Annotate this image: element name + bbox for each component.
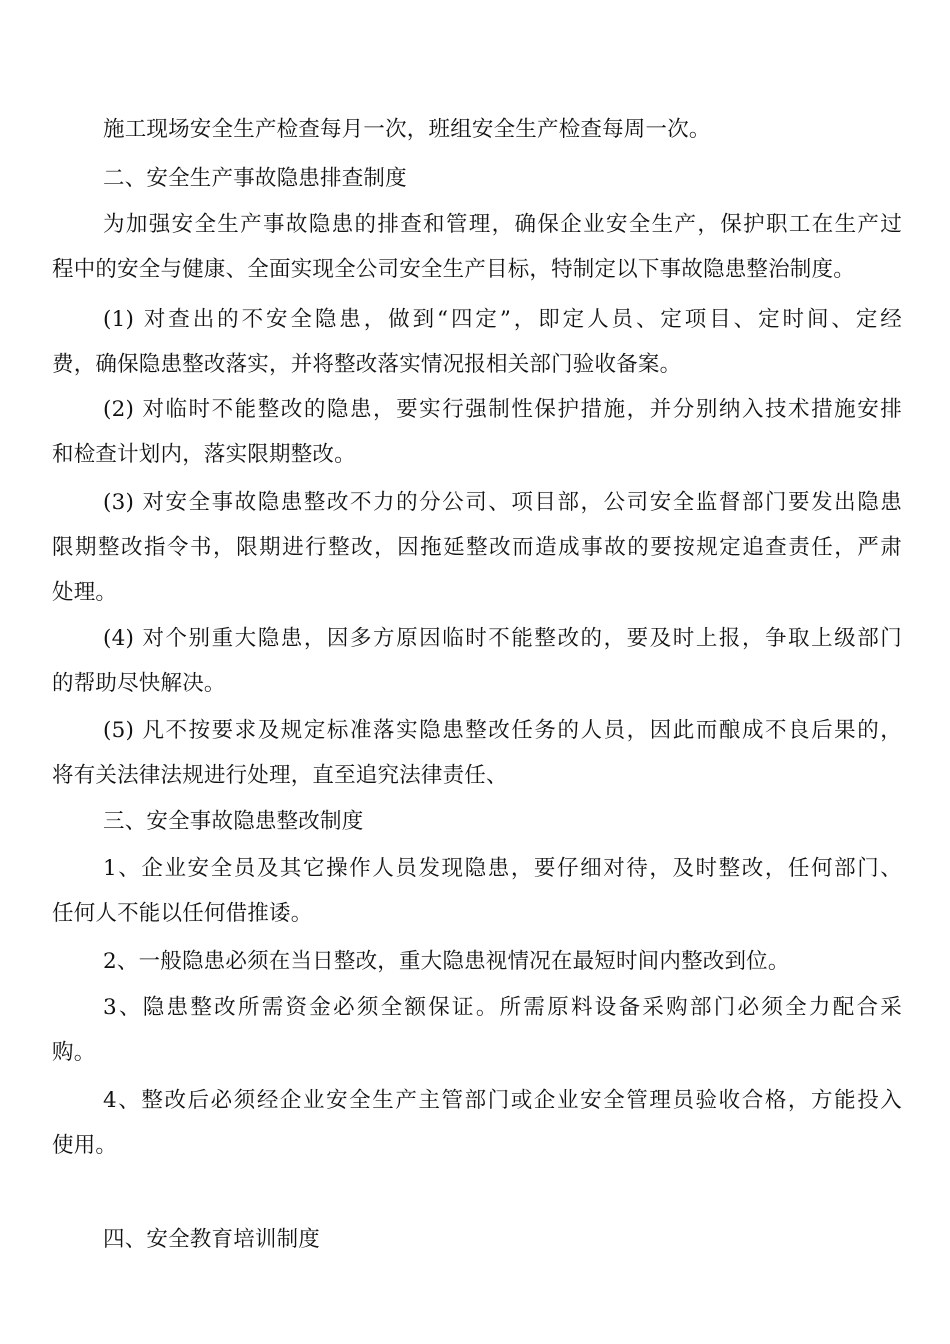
text-line: 4、整改后必须经企业安全生产主管部门或企业安全管理员验收合格，方能投入	[103, 1088, 902, 1113]
section-heading-hazard-investigation	[52, 156, 902, 201]
text-line: 的帮助尽快解决。	[52, 671, 226, 696]
text-line: (4) 对个别重大隐患，因多方原因临时不能整改的，要及时上报，争取上级部门	[103, 626, 902, 651]
text-line: 购。	[52, 1040, 96, 1065]
text-line: 限期整改指令书，限期进行整改，因拖延整改而造成事故的要按规定追查责任，严肃	[52, 535, 902, 560]
section-heading-hazard-rectification	[52, 799, 902, 844]
heading-text: 四、安全教育培训制度	[103, 1227, 321, 1252]
heading-text: 二、安全生产事故隐患排查制度	[103, 166, 407, 191]
paragraph-inspection-frequency	[52, 107, 902, 152]
text-line: 2、一般隐患必须在当日整改，重大隐患视情况在最短时间内整改到位。	[103, 949, 790, 974]
text-line: 施工现场安全生产检查每月一次，班组安全生产检查每周一次。	[103, 117, 711, 142]
paragraph-rule-3	[52, 985, 902, 1075]
text-line: 程中的安全与健康、全面实现全公司安全生产目标，特制定以下事故隐患整治制度。	[52, 257, 855, 282]
paragraph-rule-4	[52, 1078, 902, 1168]
text-line: (3) 对安全事故隐患整改不力的分公司、项目部，公司安全监督部门要发出隐患	[103, 490, 902, 515]
paragraph-item-5	[52, 708, 902, 798]
text-line: 费，确保隐患整改落实，并将整改落实情况报相关部门验收备案。	[52, 352, 682, 377]
heading-text: 三、安全事故隐患整改制度	[103, 809, 364, 834]
text-line: (1) 对查出的不安全隐患，做到“四定”，即定人员、定项目、定时间、定经	[103, 307, 902, 332]
section-heading-safety-training	[52, 1217, 902, 1262]
text-line: 使用。	[52, 1133, 118, 1158]
paragraph-rule-2	[52, 939, 902, 984]
text-line: 1、企业安全员及其它操作人员发现隐患，要仔细对待，及时整改，任何部门、	[103, 856, 902, 881]
text-line: 处理。	[52, 580, 118, 605]
text-line: 3、隐患整改所需资金必须全额保证。所需原料设备采购部门必须全力配合采	[103, 995, 902, 1020]
paragraph-item-2	[52, 387, 902, 477]
text-line: (2) 对临时不能整改的隐患，要实行强制性保护措施，并分别纳入技术措施安排	[103, 397, 902, 422]
paragraph-item-4	[52, 616, 902, 706]
paragraph-item-3	[52, 480, 902, 615]
text-line: 为加强安全生产事故隐患的排查和管理，确保企业安全生产，保护职工在生产过	[103, 212, 902, 237]
text-line: (5) 凡不按要求及规定标准落实隐患整改任务的人员，因此而酿成不良后果的，	[103, 718, 902, 743]
text-line: 任何人不能以任何借推诿。	[52, 901, 313, 926]
paragraph-rule-1	[52, 846, 902, 936]
paragraph-item-1	[52, 297, 902, 387]
text-line: 和检查计划内，落实限期整改。	[52, 442, 356, 467]
text-line: 将有关法律法规进行处理，直至追究法律责任、	[52, 763, 508, 788]
paragraph-purpose	[52, 202, 902, 292]
